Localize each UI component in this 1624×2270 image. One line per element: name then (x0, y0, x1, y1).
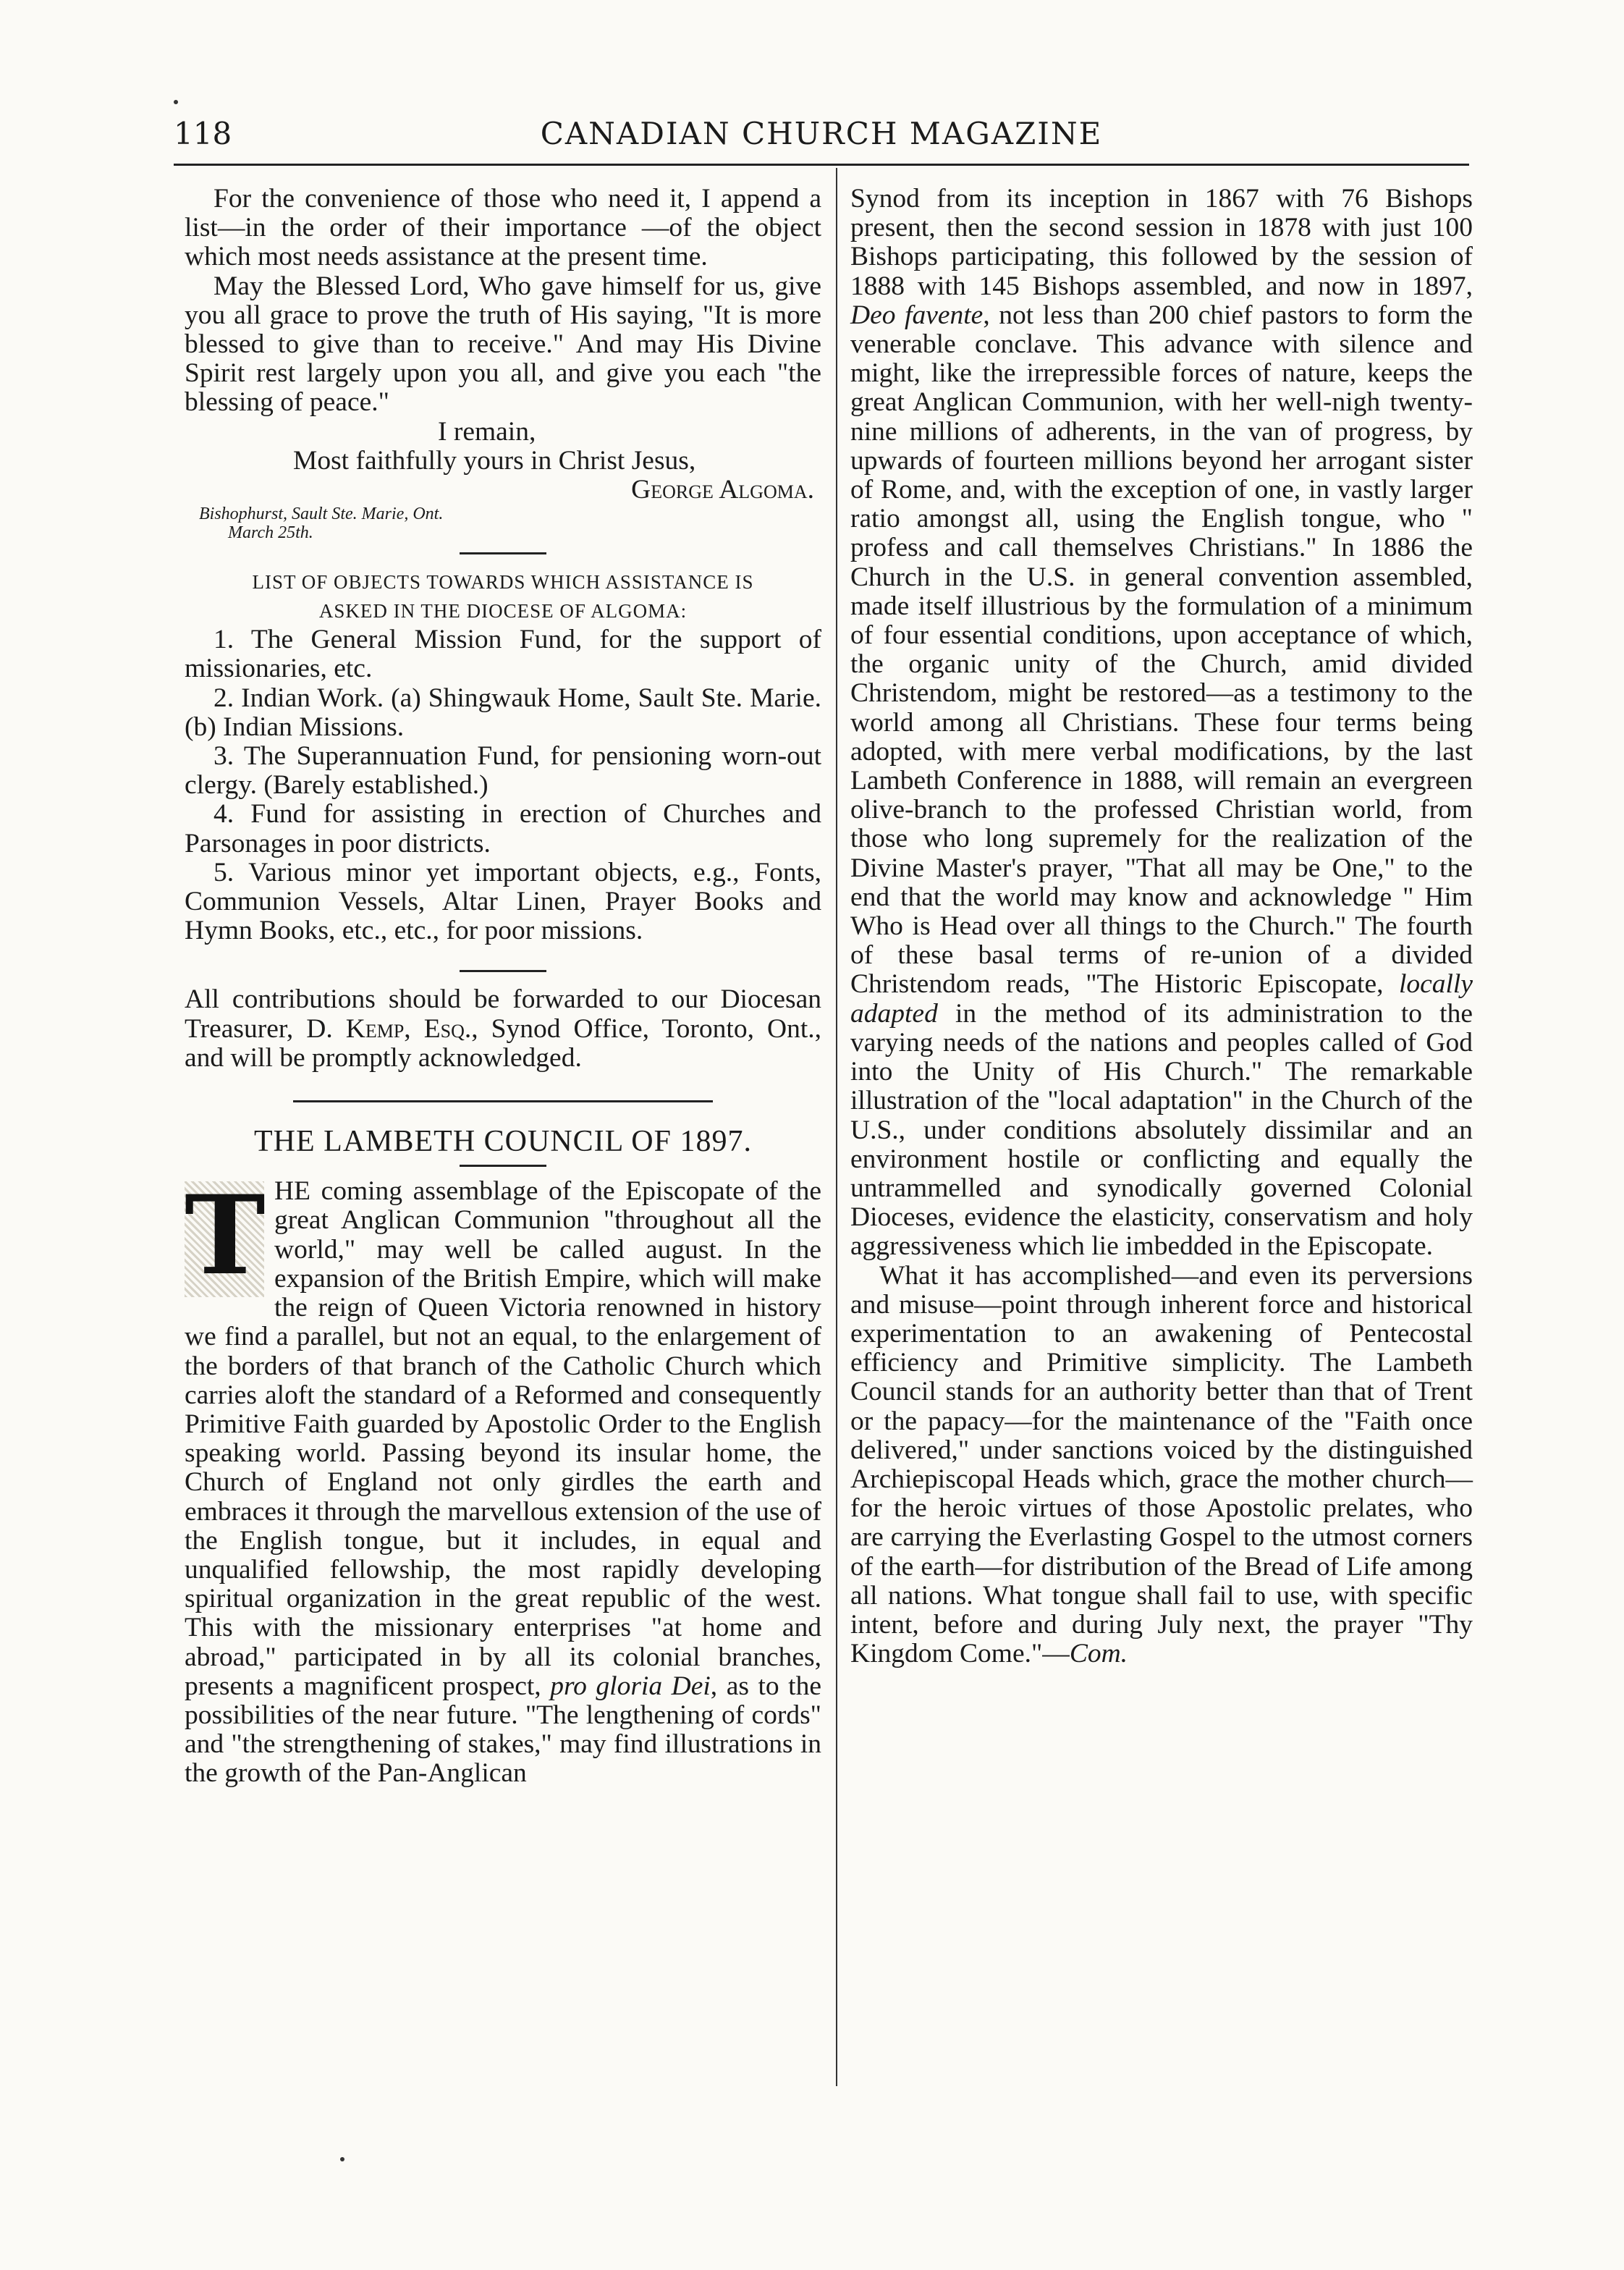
list-item: 4. Fund for assisting in erection of Churches and Parsonages in poor districts. (185, 799, 821, 858)
article-paragraph (185, 1172, 821, 1789)
title-rule (460, 1165, 546, 1167)
signature-date: March 25th. (228, 523, 313, 543)
signature-remain: I remain, (438, 416, 536, 447)
right-column (850, 185, 1473, 1668)
list-item: 2. Indian Work. (a) Shingwauk Home, Sault Ste. Marie. (b) Indian Missions. (185, 683, 821, 742)
print-speck (340, 2157, 344, 2161)
article-paragraph (850, 1262, 1473, 1669)
article-italic: Deo favente (850, 300, 984, 330)
section-rule (460, 970, 546, 972)
section-rule (293, 1100, 713, 1102)
letter-paragraph: For the convenience of those who need it, I append a list—in the order of their importance —of the object which most needs assistance at the present time. (185, 184, 821, 272)
article-italic: Com. (1069, 1639, 1128, 1669)
treasurer-name: Kemp, Esq. (345, 1013, 472, 1044)
article-paragraph (850, 185, 1473, 1262)
list-heading: LIST OF OBJECTS TOWARDS WHICH ASSISTANCE IS (252, 571, 754, 594)
header-rule (174, 164, 1469, 166)
list-item: 1. The General Mission Fund, for the support of missionaries, etc. (185, 625, 821, 684)
article-text: in the method of its administration to the varying needs of the nations and peoples called of God into the Unity of His Church." The remarkable illustration of the "local adaptation" in the Church of the U.S., under conditions absolutely dissimilar and an environment hostile or conflicting and equally the untrammelled and synodically governed Colonial Dioceses, evidence the elasticity, conservatism and holy aggressiveness which lie imbedded in the Episcopate. (850, 998, 1473, 1262)
running-title: CANADIAN CHURCH MAGAZINE (540, 116, 1103, 151)
page-header (174, 109, 1469, 166)
list-item: 3. The Superannuation Fund, for pensioning worn-out clergy. (Barely established.) (185, 741, 821, 801)
article-opening (185, 1172, 821, 1789)
article-text: HE coming assemblage of the Episcopate of the great Anglican Communion "throughout all the world," may well be called august. In the expansion of the British Empire, which will make the reign of Queen Victoria renowned in history we find a parallel, but not an equal, to the enlargement of the borders of that branch of the Catholic Church which carries aloft the standard of a Reformed and consequently Primitive Faith guarded by Apostolic Order to the English speaking world. Passing beyond its insular home, the Church of England not only girdles the earth and embraces it through the marvellous extension of the use of the English tongue, but it includes, in equal and unqualified fellowship, the most rapidly developing spiritual organization in the great republic of the west. This with the missionary enterprises "at home and abroad," participated in by all its colonial branches, presents a magnificent prospect, (185, 1176, 821, 1701)
list-item: 5. Various minor yet important objects, e.g., Fonts, Communion Vessels, Altar Linen, Prayer Books and Hymn Books, etc., etc., for poor missions. (185, 857, 821, 946)
signature-name: George Algoma. (631, 475, 814, 505)
article-italic: locally adapted (850, 969, 1473, 1029)
drop-cap-initial: T (185, 1172, 266, 1300)
letter-paragraph: May the Blessed Lord, Who gave himself for us, give you all grace to prove the truth of His saying, "It is more blessed to give than to receive." And may His Divine Spirit rest largely upon you all, and give you each "the blessing of peace." (185, 271, 821, 418)
contributions-text: All contributions should be forwarded to our Diocesan Treasurer, D. (185, 984, 821, 1044)
signature-closing: Most faithfully yours in Christ Jesus, (293, 445, 696, 476)
section-rule (460, 552, 546, 554)
contributions-text: , Synod Office, Toronto, Ont., and will be promptly acknowledged. (185, 1013, 821, 1073)
left-column (185, 185, 821, 1789)
article-text: Synod from its inception in 1867 with 76 Bishops present, then the second session in 1878 with just 100 Bishops participating, this followed by the session of 1888 with 145 Bishops assembled, and now in 1897, (850, 184, 1473, 301)
signature-place: Bishophurst, Sault Ste. Marie, Ont. (199, 505, 444, 524)
article-title: THE LAMBETH COUNCIL OF 1897. (254, 1125, 752, 1159)
article-italic: pro gloria Dei (550, 1671, 711, 1701)
print-speck (174, 100, 178, 104)
page-number: 118 (174, 116, 232, 151)
list-heading: ASKED IN THE DIOCESE OF ALGOMA: (318, 600, 688, 623)
article-text: , not less than 200 chief pastors to form the venerable conclave. This advance with silence and might, like the irrepressible forces of nature, keeps the great Anglican Communion, with her well-nigh twenty-nine millions of adherents, in the van of progress, by upwards of fourteen millions beyond her arrogant sister of Rome, and, with the exception of one, in vastly larger ratio amongst all, using the English tongue, who " profess and call themselves Christians." In 1886 the Church in the U.S. in general convention assembled, made itself illustrious by the formulation of a minimum of four essential conditions, upon acceptance of which, the organic unity of the Church, amid divided Christendom, might be restored—as a testimony to the world among all Christians. These four terms being adopted, with mere verbal modifications, by the last Lambeth Conference in 1888, will remain an evergreen olive-branch to the professed Christian world, from those who long supremely for the realization of the Divine Master's prayer, "That all may be One," to the end that the world may know and acknowledge " Him Who is Head over all things to the Church." The fourth of these basal terms of re-union of a divided Christendom reads, "The Historic Episcopate, (850, 300, 1473, 1000)
article-text: , as to the possibilities of the near future. "The lengthening of cords" and "the strengthening of stakes," may find illustrations in the growth of the Pan-Anglican (185, 1671, 821, 1789)
column-divider (836, 168, 837, 2086)
contributions-paragraph (185, 985, 821, 1073)
article-text: What it has accomplished—and even its perversions and misuse—point through inherent force and historical experimentation to an awakening of Pentecostal efficiency and Primitive simplicity. The Lambeth Council stands for an authority better than that of Trent or the papacy—for the maintenance of the "Faith once delivered," under sanctions voiced by the distinguished Archiepiscopal Heads which, grace the mother church—for the heroic virtues of those Apostolic prelates, who are carrying the Everlasting Gospel to the utmost corners of the earth—for distribution of the Bread of Life among all nations. What tongue shall fail to use, with specific intent, before and during July next, the prayer "Thy Kingdom Come."— (850, 1260, 1473, 1669)
